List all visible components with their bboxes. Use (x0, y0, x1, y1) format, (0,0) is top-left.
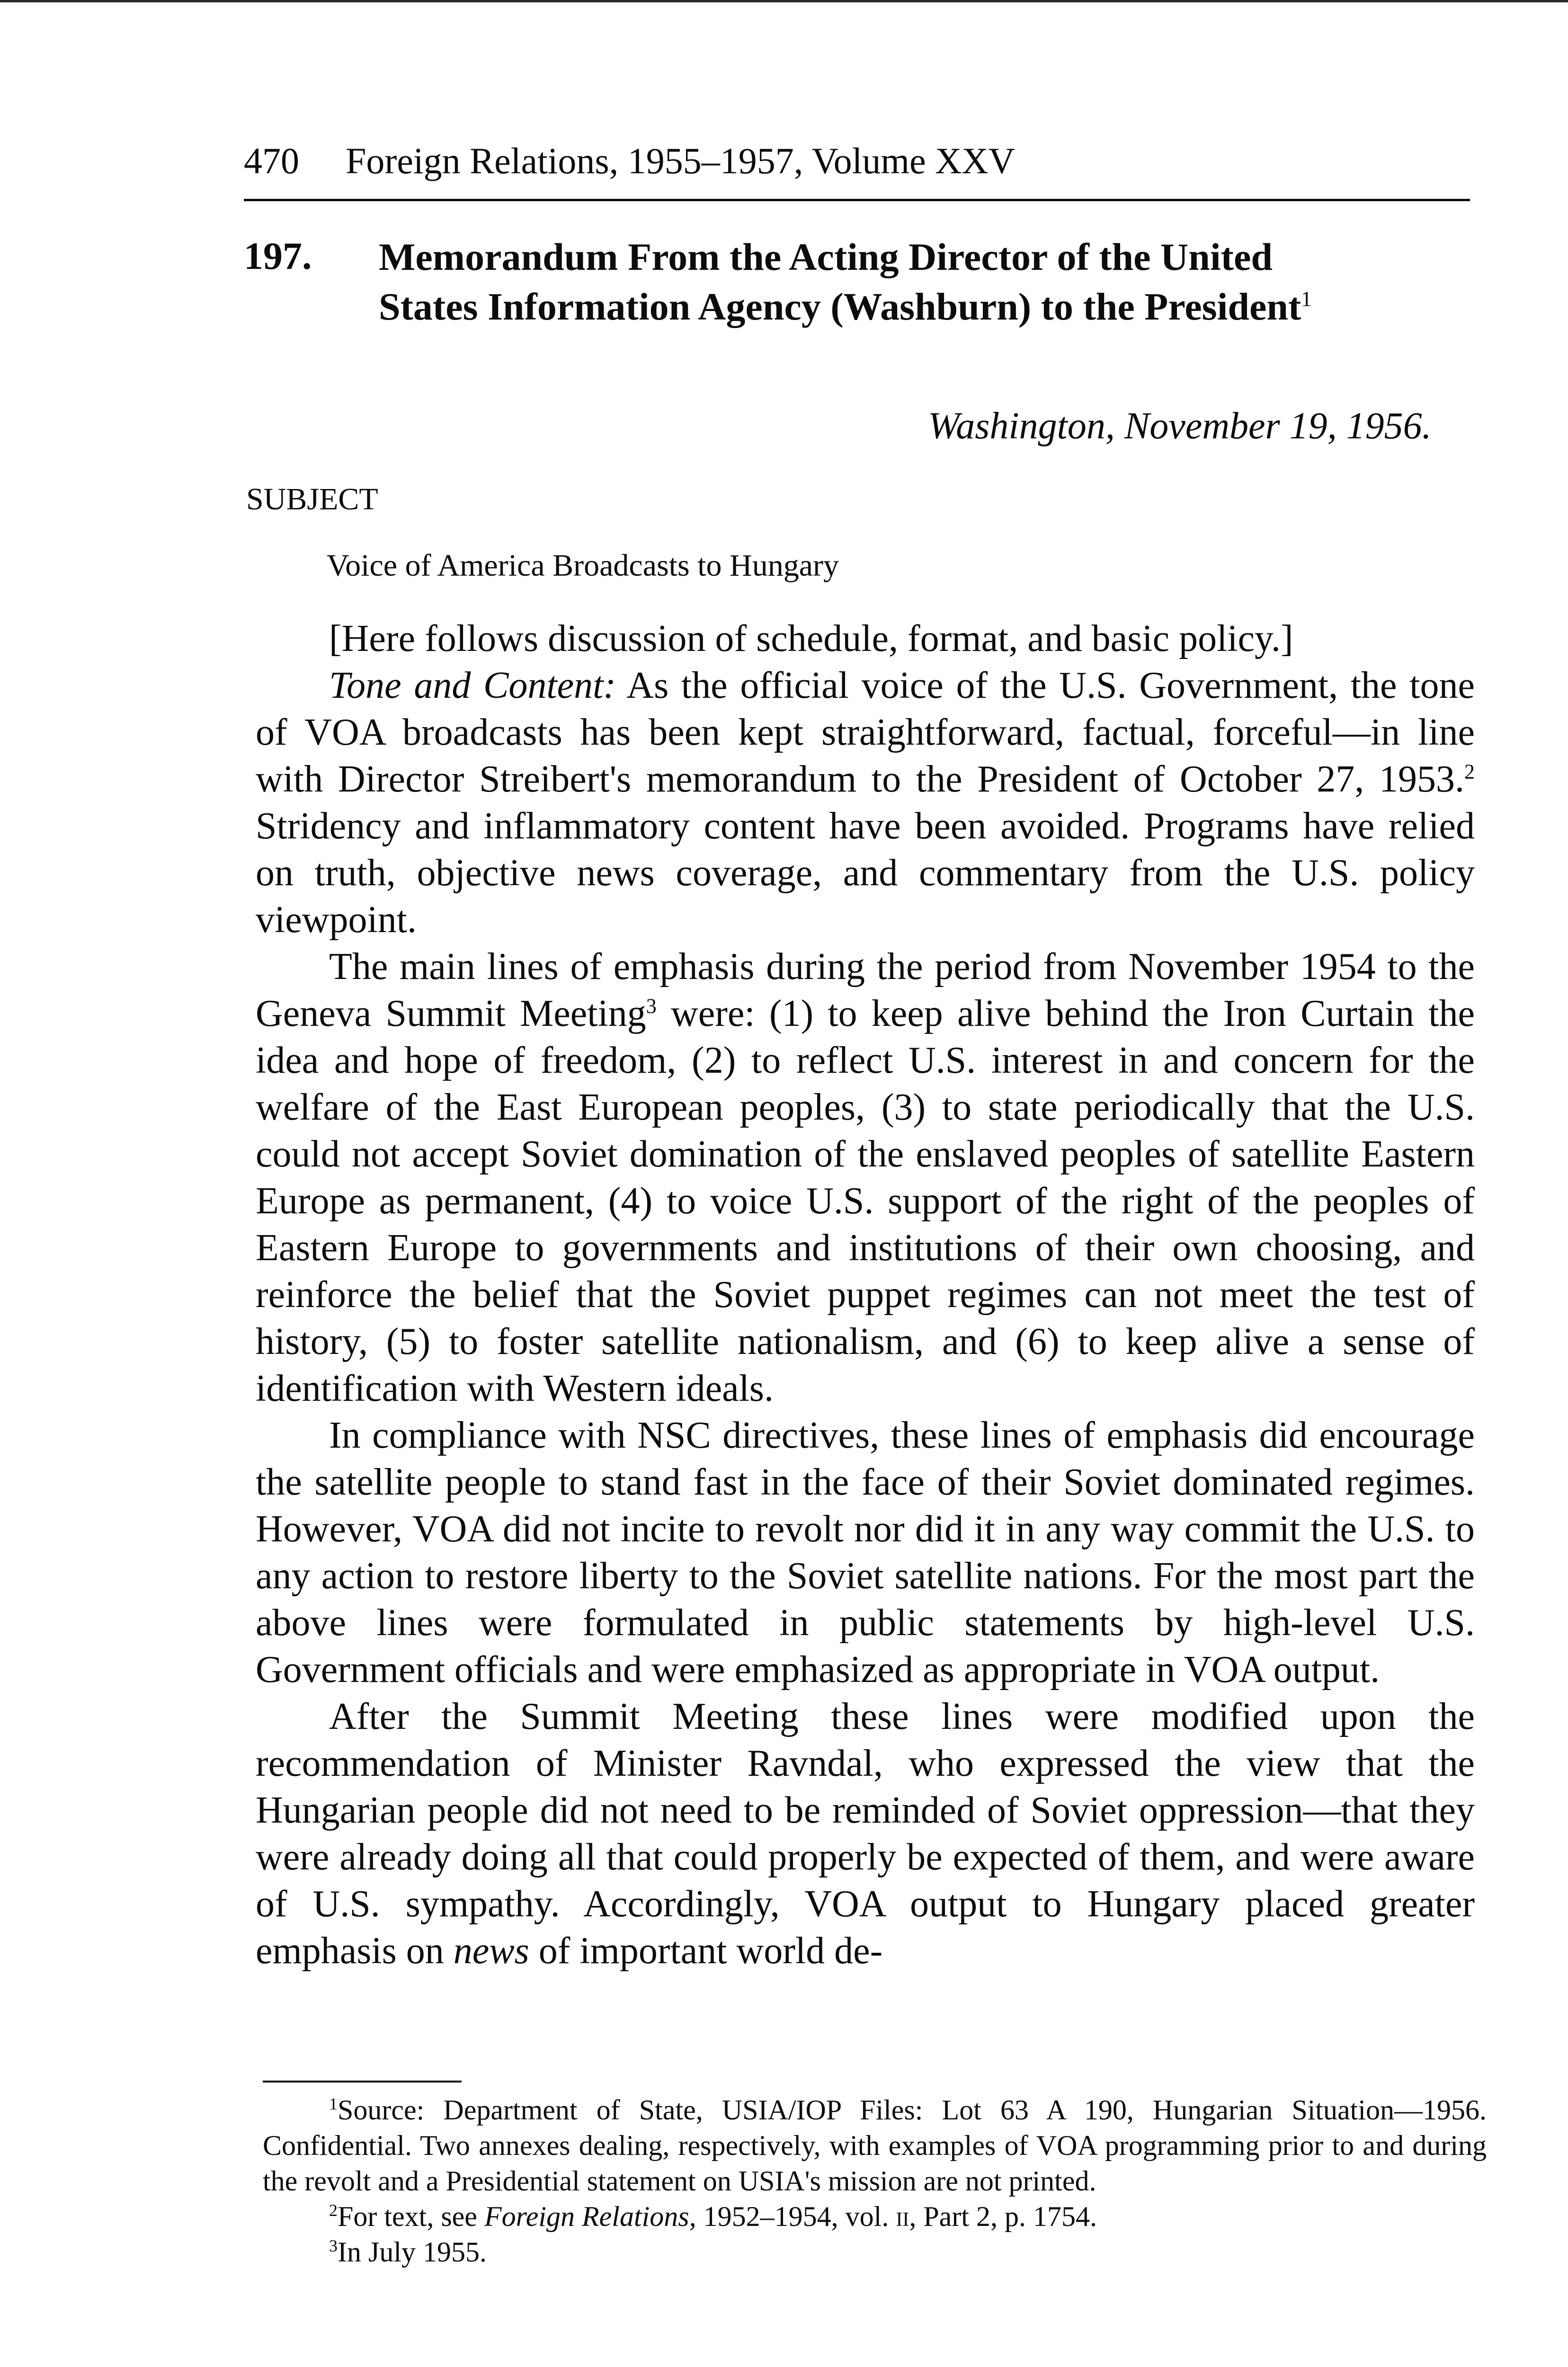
scan-edge-line (0, 0, 1568, 2)
document-title (379, 232, 1468, 331)
title-line-2 (379, 282, 1468, 331)
footnote-text: In July 1955. (338, 2236, 487, 2268)
footnote-divider (263, 2081, 462, 2082)
paragraph-lines-of-emphasis (256, 943, 1475, 1412)
paragraph-text: As the official voice of the U.S. Government, the tone of VOA broadcasts has been kept straightforward, factual, forceful—in line with Director Streibert's memorandum to the President of October 27, 1953. (256, 665, 1475, 800)
emphasized-word: news (453, 1930, 529, 1972)
title-line-1: Memorandum From the Acting Director of the United (379, 235, 1273, 278)
footnote-volume: ii (896, 2201, 909, 2232)
subject-label: SUBJECT (246, 482, 378, 516)
footnote-text: 1952–1954, vol. (696, 2201, 896, 2232)
body-text (256, 615, 1475, 1975)
paragraph-text: were: (1) to keep alive behind the Iron Curtain the idea and hope of freedom, (2) to reflect U.S. interest in and concern for the welfare of the East European peoples, (3) to state periodically that the U.S. could not accept Soviet domination of the enslaved peoples of satellite Eastern Europe as permanent, (4) to voice U.S. support of the right of the peoples of Eastern Europe to governments and institutions of their own choosing, and reinforce the belief that the Soviet puppet regimes can not meet the test of history, (5) to foster satellite nationalism, and (6) to keep alive a sense of identification with Western ideals. (256, 993, 1475, 1409)
footnote-marker: 3 (329, 2236, 338, 2255)
footnote-marker: 1 (329, 2094, 338, 2113)
footnote-ref-3[interactable]: 3 (646, 994, 657, 1018)
paragraph-text: Stridency and inflammatory content have been avoided. Programs have relied on truth, objective news coverage, and commentary from the U.S. policy viewpoint. (256, 805, 1475, 941)
page-number: 470 (244, 140, 299, 181)
footnote-marker: 2 (329, 2201, 338, 2220)
footnote-text: , Part 2, p. 1754. (909, 2201, 1097, 2232)
footnote-cited-title: Foreign Relations, (484, 2201, 696, 2232)
paragraph-text: of important world de- (529, 1930, 883, 1972)
footnote-3 (263, 2234, 1487, 2270)
footnote-text: For text, see (338, 2201, 484, 2232)
paragraph-text: After the Summit Meeting these lines were modified upon the recommendation of Minister Ravndal, who expressed the view that the Hungarian people did not need to be reminded of Soviet oppression—that they were already doing all that could properly be expected of them, and were aware of U.S. sympathy. Accordingly, VOA output to Hungary placed greater emphasis on (256, 1696, 1475, 1972)
volume-title: Foreign Relations, 1955–1957, Volume XXV (346, 140, 1016, 181)
paragraph-lead-in: Tone and Content: (329, 665, 616, 706)
dateline: Washington, November 19, 1956. (928, 405, 1432, 447)
paragraph-nsc-directives: In compliance with NSC directives, these lines of emphasis did encourage the satellite people to stand fast in the face of their Soviet dominated regimes. However, VOA did not incite to revolt nor did it in any way commit the U.S. to any action to restore liberty to the Soviet satellite nations. For the most part the above lines were formulated in public statements by high-level U.S. Government officials and were emphasized as appropriate in VOA output. (256, 1415, 1475, 1691)
footnote-text: Source: Department of State, USIA/IOP Files: Lot 63 A 190, Hungarian Situation—1956. Confidential. Two annexes dealing, respectively, with examples of VOA programming prior to and during the revolt and a Presidential statement on USIA's mission are not printed. (263, 2094, 1487, 2197)
footnotes (263, 2092, 1487, 2270)
paragraph-after-summit (256, 1693, 1475, 1975)
title-line-2-text: States Information Agency (Washburn) to the President (379, 285, 1301, 328)
paragraph-editorial-note: [Here follows discussion of schedule, format, and basic policy.] (329, 618, 1293, 659)
running-header (244, 133, 1470, 201)
paragraph-text: The main lines of emphasis during the period from November 1954 to the Geneva Summit Meeting (256, 946, 1475, 1034)
document-number: 197. (244, 234, 312, 277)
footnote-ref-1[interactable]: 1 (1301, 287, 1312, 311)
subject-text: Voice of America Broadcasts to Hungary (327, 548, 839, 583)
footnote-ref-2[interactable]: 2 (1464, 760, 1475, 783)
paragraph-tone-content (256, 662, 1475, 943)
footnote-1 (263, 2092, 1487, 2199)
footnote-2 (263, 2199, 1487, 2234)
